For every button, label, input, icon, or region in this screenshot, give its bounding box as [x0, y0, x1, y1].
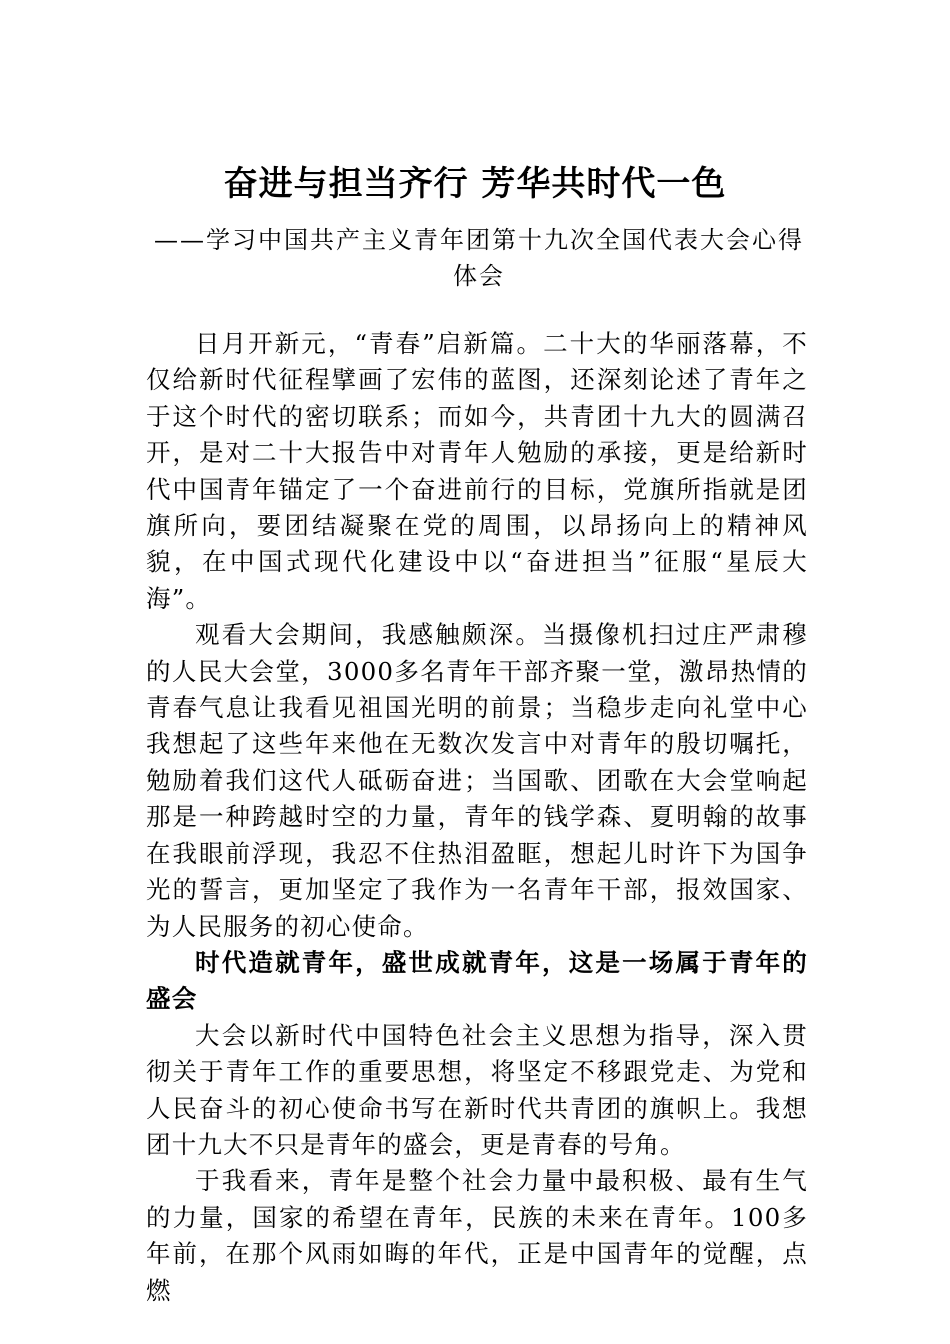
body-paragraph: 于我看来，青年是整个社会力量中最积极、最有生气的力量，国家的希望在青年，民族的未来在青年。100多年前，在那个风雨如晦的年代，正是中国青年的觉醒，点燃 [146, 1166, 808, 1305]
body-paragraph: 大会以新时代中国特色社会主义思想为指导，深入贯彻关于青年工作的重要思想，将坚定不移跟党走、为党和人民奋斗的初心使命书写在新时代共青团的旗帜上。我想团十九大不只是青年的盛会，更是青春的号角。 [146, 1020, 808, 1159]
section-heading: 时代造就青年，盛世成就青年，这是一场属于青年的盛会 [146, 947, 808, 1014]
body-paragraph: 观看大会期间，我感触颇深。当摄像机扫过庄严肃穆的人民大会堂，3000多名青年干部齐聚一堂，激昂热情的青春气息让我看见祖国光明的前景；当稳步走向礼堂中心我想起了这些年来他在无数次发言中对青年的殷切嘱托，勉励着我们这代人砥砺奋进；当国歌、团歌在大会堂响起那是一种跨越时空的力量，青年的钱学森、夏明翰的故事在我眼前浮现，我忍不住热泪盈眶，想起儿时许下为国争光的誓言，更加坚定了我作为一名青年干部，报效国家、为人民服务的初心使命。 [146, 620, 808, 941]
document-title: 奋进与担当齐行 芳华共时代一色 [223, 164, 727, 204]
body-paragraph: 日月开新元，“青春”启新篇。二十大的华丽落幕，不仅给新时代征程擘画了宏伟的蓝图，还深刻论述了青年之于这个时代的密切联系；而如今，共青团十九大的圆满召开，是对二十大报告中对青年人勉励的承接，更是给新时代中国青年锚定了一个奋进前行的目标，党旗所指就是团旗所向，要团结凝聚在党的周围，以昂扬向上的精神风貌，在中国式现代化建设中以“奋进担当”征服“星辰大海”。 [146, 329, 808, 613]
document-subtitle: ——学习中国共产主义青年团第十九次全国代表大会心得体会 [154, 226, 804, 290]
document-body [146, 326, 808, 1309]
